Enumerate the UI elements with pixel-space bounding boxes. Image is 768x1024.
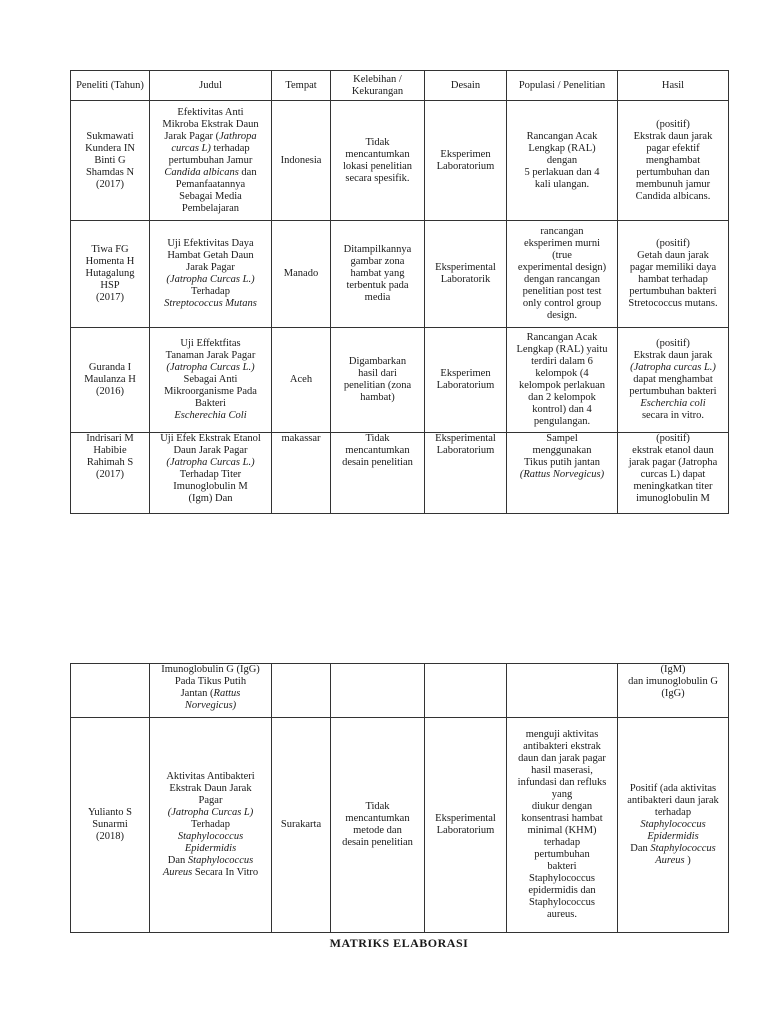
cell-line: (2016): [96, 386, 124, 397]
cell-line: (positif): [656, 238, 690, 249]
cell-line: Bakteri: [195, 398, 226, 409]
cell-line: Eksperimental: [435, 433, 496, 444]
cell-line: Aceh: [289, 374, 313, 385]
table-row: [71, 328, 729, 433]
hasil-cell: [618, 718, 729, 933]
cell-line: kelompok perlakuan: [518, 380, 605, 391]
cell-line: Staphylococcus: [529, 897, 595, 908]
cell-line: Binti G: [94, 154, 126, 166]
cell-line: Laboratorium: [436, 825, 495, 836]
cell-line: (positif): [656, 338, 690, 349]
cell-line: kali ulangan.: [534, 178, 590, 190]
cell-line: Rancangan Acak: [526, 332, 598, 343]
cell-line: mencantumkan: [345, 813, 410, 824]
hasil-cell: [618, 328, 729, 433]
desain-cell: [425, 718, 507, 933]
desain-cell: [425, 664, 507, 718]
cell-line: Hutagalung: [85, 268, 135, 279]
document-caption: MATRIKS ELABORASI: [329, 936, 469, 950]
cell-line: Kundera IN: [85, 142, 135, 154]
cell-line: Homenta H: [85, 256, 135, 267]
cell-line: penelitian post test: [522, 286, 602, 297]
cell-line: Daun Jarak Pagar: [173, 445, 248, 456]
cell-line: Tidak: [365, 801, 390, 812]
cell-line: (positif): [656, 433, 690, 444]
cell-line: terdiri dalam 6: [531, 356, 593, 367]
cell-line: Aureus Secara In Vitro: [162, 867, 259, 878]
cell-line: Jarak Pagar (Jathropa: [164, 130, 257, 142]
hasil-cell: [618, 433, 729, 514]
cell-line: diukur dengan: [531, 801, 593, 812]
cell-line: Ekstrak daun jarak: [633, 130, 713, 142]
cell-line: Eksperimental: [435, 813, 496, 824]
cell-line: (2018): [96, 831, 124, 842]
cell-line: Guranda I: [88, 362, 132, 373]
judul-cell: [150, 718, 272, 933]
kelebihan-cell: [331, 328, 425, 433]
kelebihan-cell: [331, 664, 425, 718]
header-peneliti: Peneliti (Tahun): [71, 71, 150, 101]
cell-line: (IgM): [660, 664, 686, 675]
header-judul: Judul: [150, 71, 272, 101]
cell-line: Staphylococcus: [640, 819, 706, 830]
cell-line: (2017): [96, 469, 124, 480]
cell-line: 5 perlakuan dan 4: [524, 166, 600, 178]
cell-line: Laboratorik: [440, 274, 491, 285]
populasi-cell: [507, 664, 618, 718]
cell-line: Staphylococcus: [177, 831, 244, 842]
cell-line: desain penelitian: [342, 457, 413, 468]
cell-line: pertumbuhan: [534, 849, 590, 860]
peneliti-cell: [71, 328, 150, 433]
cell-line: Candida albicans dan: [164, 166, 257, 178]
kelebihan-cell: [331, 433, 425, 514]
cell-line: hambat): [360, 392, 395, 403]
cell-line: Epidermidis: [184, 843, 237, 854]
peneliti-cell: [71, 433, 150, 514]
cell-line: Dan Staphylococcus: [167, 855, 254, 866]
cell-line: (2017): [96, 178, 124, 190]
peneliti-cell: [71, 718, 150, 933]
cell-line: Candida albicans.: [635, 190, 711, 202]
cell-line: secara spesifik.: [345, 172, 410, 184]
cell-line: Habibie: [93, 445, 127, 456]
cell-line: HSP: [100, 280, 120, 291]
cell-line: ekstrak etanol daun: [632, 445, 714, 456]
judul-cell: [150, 664, 272, 718]
populasi-cell: [507, 433, 618, 514]
cell-line: Uji Efek Ekstrak Etanol: [160, 433, 261, 444]
cell-line: media: [364, 292, 391, 303]
cell-line: secara in vitro.: [641, 410, 705, 421]
judul-cell: [150, 433, 272, 514]
cell-line: Escherchia coli: [640, 398, 706, 409]
cell-line: Maulanza H: [84, 374, 136, 385]
cell-line: curcas L) dapat: [640, 469, 706, 480]
desain-cell: [425, 433, 507, 514]
cell-line: (true: [552, 250, 572, 261]
cell-line: gambar zona: [350, 256, 405, 267]
cell-line: Eksperimen: [440, 368, 491, 379]
cell-line: jarak pagar (Jatropha: [628, 457, 718, 468]
cell-line: epidermidis dan: [528, 885, 596, 896]
cell-line: Indrisari M: [86, 433, 134, 444]
cell-line: Staphylococcus: [529, 873, 595, 884]
cell-line: Digambarkan: [348, 356, 407, 367]
populasi-cell: [507, 718, 618, 933]
populasi-cell: [507, 101, 618, 221]
cell-line: Tiwa FG: [91, 244, 129, 255]
cell-line: eksperimen murni: [523, 238, 601, 249]
cell-line: dan 2 kelompok: [528, 392, 596, 403]
cell-line: dengan: [546, 154, 578, 166]
cell-line: Eksperimental: [435, 262, 496, 273]
cell-line: dapat menghambat: [633, 374, 713, 385]
cell-line: Streptococcus Mutans: [164, 298, 257, 309]
cell-line: Uji Efektivitas Daya: [167, 238, 254, 249]
cell-line: pengulangan.: [533, 416, 591, 427]
kelebihan-cell: [331, 718, 425, 933]
table-row: [71, 101, 729, 221]
cell-line: (2017): [96, 292, 124, 303]
cell-line: makassar: [281, 433, 321, 444]
peneliti-cell: [71, 221, 150, 328]
header-tempat: Tempat: [272, 71, 331, 101]
kelebihan-cell: [331, 221, 425, 328]
cell-line: antibakteri daun jarak: [627, 795, 719, 806]
cell-line: Terhadap: [191, 286, 230, 297]
cell-line: Efektivitas Anti: [177, 106, 244, 118]
cell-line: hambat terhadap: [638, 274, 708, 285]
cell-line: kontrol) dan 4: [532, 404, 592, 415]
cell-line: Sebagai Anti: [183, 374, 238, 385]
populasi-cell: [507, 328, 618, 433]
cell-line: Ekstrak daun jarak: [633, 350, 713, 361]
cell-line: Laboratorium: [436, 160, 495, 172]
cell-line: curcas L) terhadap: [171, 142, 250, 154]
cell-line: Indonesia: [280, 154, 322, 166]
cell-line: Norvegicus): [184, 700, 237, 711]
header-desain: Desain: [425, 71, 507, 101]
cell-line: Mikroba Ekstrak Daun: [162, 118, 259, 130]
cell-line: menguji aktivitas: [525, 729, 599, 740]
cell-line: Stretococcus mutans.: [628, 298, 718, 309]
cell-line: Tidak: [365, 136, 390, 148]
cell-line: minimal (KHM): [527, 825, 597, 836]
cell-line: Yulianto S: [87, 807, 133, 818]
cell-line: Laboratorium: [436, 380, 495, 391]
cell-line: bakteri: [547, 861, 577, 872]
cell-line: rancangan: [540, 226, 584, 237]
table-row: [71, 221, 729, 328]
cell-line: Terhadap Titer: [179, 469, 242, 480]
cell-line: Sebagai Media: [179, 190, 242, 202]
cell-line: Imunoglobulin G (IgG): [161, 664, 260, 675]
cell-line: kelompok (4: [535, 368, 589, 379]
cell-line: hasil maserasi,: [531, 765, 593, 776]
hasil-cell: [618, 664, 729, 718]
cell-line: Pagar: [198, 795, 223, 806]
cell-line: pertumbuhan dan: [636, 166, 710, 178]
cell-line: Shamdas N: [85, 166, 135, 178]
tempat-cell: [272, 664, 331, 718]
header-hasil: Hasil: [618, 71, 729, 101]
cell-line: Mikroorganisme Pada: [164, 386, 257, 397]
table-row: [71, 718, 729, 933]
cell-line: meningkatkan titer: [633, 481, 713, 492]
cell-line: design.: [546, 310, 578, 321]
cell-line: (Jatropha Curcas L): [167, 807, 254, 818]
cell-line: menghambat: [645, 154, 701, 166]
cell-line: (Rattus Norvegicus): [519, 469, 605, 480]
cell-line: Sukmawati: [86, 130, 134, 142]
cell-line: (Jatropha curcas L.): [630, 362, 716, 373]
cell-line: (positif): [656, 118, 690, 130]
judul-cell: [150, 221, 272, 328]
cell-line: infundasi dan refluks: [517, 777, 607, 788]
cell-line: experimental design): [517, 262, 607, 273]
header-kelebihan: Kelebihan / Kekurangan: [331, 71, 425, 101]
cell-line: dengan rancangan: [523, 274, 601, 285]
cell-line: Ekstrak Daun Jarak: [169, 783, 252, 794]
cell-line: metode dan: [353, 825, 402, 836]
cell-line: pertumbuhan bakteri: [629, 286, 717, 297]
cell-line: Surakarta: [280, 819, 322, 830]
cell-line: aureus.: [546, 909, 578, 920]
cell-line: terbentuk pada: [346, 280, 409, 291]
header-populasi: Populasi / Penelitian: [507, 71, 618, 101]
cell-line: Rancangan Acak: [526, 130, 598, 142]
desain-cell: [425, 221, 507, 328]
cell-line: Ditampilkannya: [343, 244, 412, 255]
cell-line: hasil dari: [358, 368, 397, 379]
cell-line: Getah daun jarak: [637, 250, 709, 261]
elaboration-matrix-table-page-1: [70, 70, 729, 514]
cell-line: Escherechia Coli: [174, 410, 247, 421]
cell-line: Aureus ): [655, 855, 691, 866]
cell-line: Rahimah S: [86, 457, 134, 468]
cell-line: Tidak: [365, 433, 390, 444]
tempat-cell: [272, 101, 331, 221]
cell-line: Pemanfaatannya: [175, 178, 246, 190]
populasi-cell: [507, 221, 618, 328]
hasil-cell: [618, 221, 729, 328]
cell-line: hambat yang: [350, 268, 405, 279]
elaboration-matrix-table-page-2: [70, 663, 729, 933]
cell-line: Jarak Pagar: [186, 262, 235, 273]
cell-line: Positif (ada aktivitas: [629, 783, 717, 794]
table-header-row: [71, 71, 729, 101]
desain-cell: [425, 101, 507, 221]
cell-line: dan imunoglobulin G: [628, 676, 718, 687]
tempat-cell: [272, 328, 331, 433]
cell-line: pertumbuhan bakteri: [629, 386, 717, 397]
cell-line: terhadap: [543, 837, 581, 848]
tempat-cell: [272, 433, 331, 514]
cell-line: Tikus putih jantan: [523, 457, 601, 468]
cell-line: (Jatropha Curcas L.): [166, 457, 255, 468]
cell-line: pagar memiliki daya: [629, 262, 717, 273]
cell-line: Uji Effektfitas: [180, 338, 241, 349]
tempat-cell: [272, 718, 331, 933]
cell-line: Hambat Getah Daun: [167, 250, 254, 261]
cell-line: Pembelajaran: [181, 202, 240, 214]
cell-line: only control group: [522, 298, 602, 309]
cell-line: Sampel: [546, 433, 578, 444]
cell-line: membunuh jamur: [635, 178, 711, 190]
cell-line: mencantumkan: [345, 148, 410, 160]
cell-line: konsentrasi hambat: [521, 813, 603, 824]
cell-line: pertumbuhan Jamur: [168, 154, 253, 166]
cell-line: mencantumkan: [345, 445, 410, 456]
cell-line: lokasi penelitian: [342, 160, 413, 172]
cell-line: antibakteri ekstrak: [523, 741, 601, 752]
cell-line: (Igm) Dan: [188, 493, 233, 504]
cell-line: Dan Staphylococcus: [630, 843, 716, 854]
peneliti-cell: [71, 664, 150, 718]
peneliti-cell: [71, 101, 150, 221]
cell-line: imunoglobulin M: [636, 493, 710, 504]
desain-cell: [425, 328, 507, 433]
hasil-cell: [618, 101, 729, 221]
cell-line: Sunarmi: [92, 819, 128, 830]
cell-line: (IgG): [661, 688, 685, 699]
cell-line: menggunakan: [532, 445, 592, 456]
cell-line: Eksperimen: [440, 148, 491, 160]
table-row: [71, 433, 729, 514]
cell-line: Imunoglobulin M: [173, 481, 248, 492]
judul-cell: [150, 101, 272, 221]
cell-line: Epidermidis: [647, 831, 699, 842]
cell-line: Aktivitas Antibakteri: [166, 771, 255, 782]
cell-line: (Jatropha Curcas L.): [166, 362, 255, 373]
cell-line: (Jatropha Curcas L.): [166, 274, 255, 285]
tempat-cell: [272, 221, 331, 328]
cell-line: daun dan jarak pagar: [518, 753, 606, 764]
kelebihan-cell: [331, 101, 425, 221]
cell-line: yang: [551, 789, 573, 800]
cell-line: Pada Tikus Putih: [174, 676, 247, 687]
judul-cell: [150, 328, 272, 433]
cell-line: Lengkap (RAL): [528, 142, 596, 154]
cell-line: Laboratorium: [436, 445, 495, 456]
cell-line: pagar efektif: [646, 142, 700, 154]
cell-line: Jantan (Rattus: [180, 688, 241, 699]
cell-line: Manado: [283, 268, 319, 279]
cell-line: Terhadap: [191, 819, 230, 830]
cell-line: penelitian (zona: [343, 380, 412, 391]
cell-line: terhadap: [654, 807, 692, 818]
table-row: [71, 664, 729, 718]
cell-line: Lengkap (RAL) yaitu: [516, 344, 608, 355]
cell-line: desain penelitian: [342, 837, 413, 848]
cell-line: Tanaman Jarak Pagar: [165, 350, 256, 361]
